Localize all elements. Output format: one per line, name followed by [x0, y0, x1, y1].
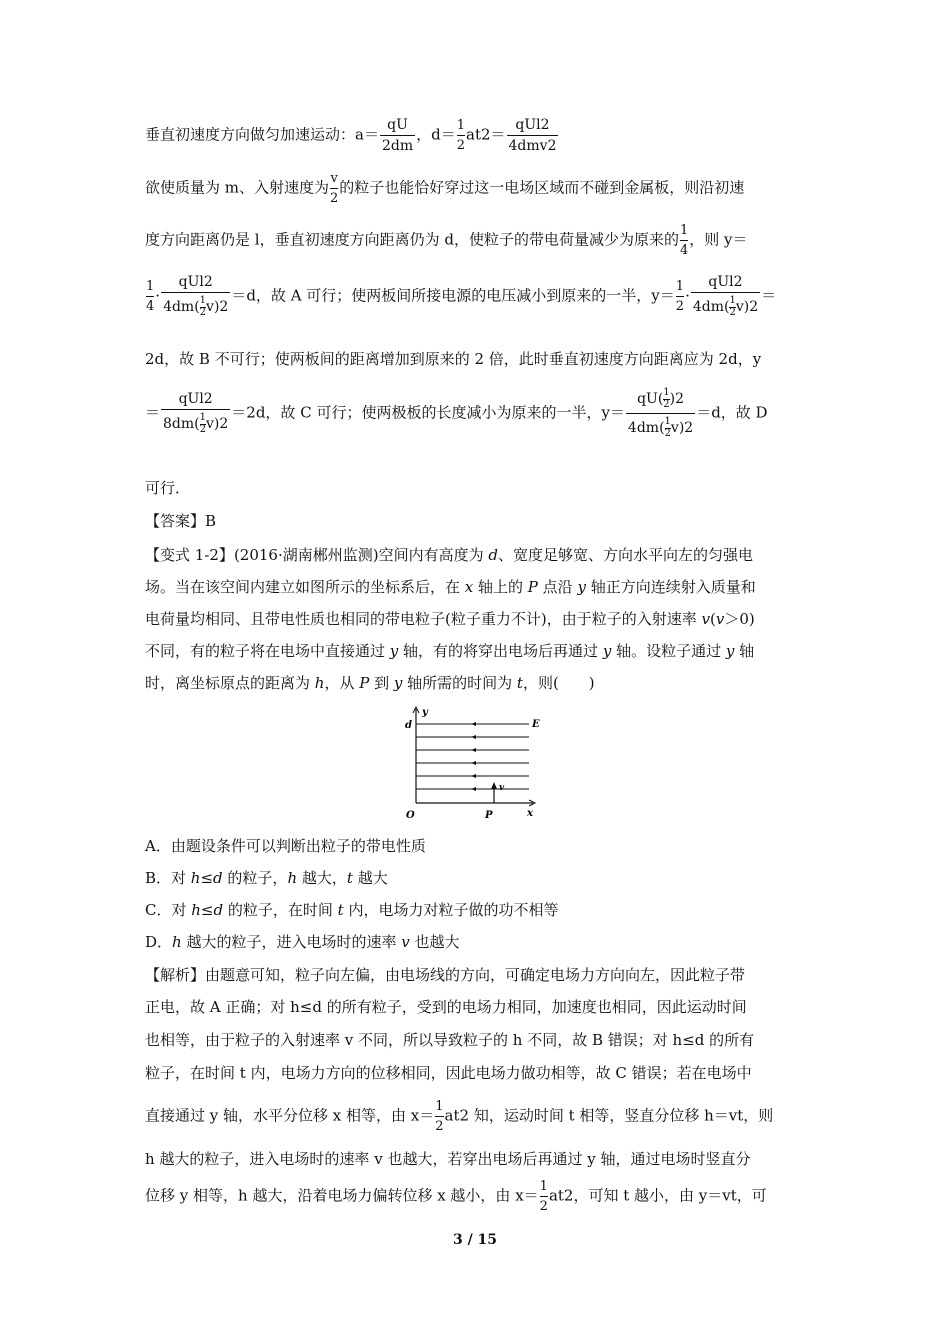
text: ，d＝: [416, 125, 456, 144]
variant-line-2: 场。当在该空间内建立如图所示的坐标系后，在 x 轴上的 P 点沿 y 轴正方向连续射入质量和: [145, 578, 756, 596]
line-3: [145, 224, 747, 257]
text: 可行．: [145, 479, 191, 497]
label-O: O: [406, 810, 415, 821]
text: 垂直初速度方向做匀加速运动：a＝: [145, 125, 379, 144]
solution-line-2: 正电，故 A 正确；对 h≤d 的所有粒子，受到的电场力相同，加速度也相同，因此运动时间: [145, 998, 747, 1016]
electric-field-figure: [395, 705, 545, 825]
variant-line-3: 电荷量均相同、且带电性质也相同的带电粒子(粒子重力不计)，由于粒子的入射速率 v(v＞0): [145, 610, 755, 628]
text: 度方向距离仍是 l，垂直初速度方向距离仍为 d，使粒子的带电荷量减少为原来的: [145, 230, 679, 249]
option-b: B．对 h≤d 的粒子，h 越大，t 越大: [145, 869, 388, 887]
fraction: $\frac{1}{2}$: [675, 279, 685, 314]
line-5: [145, 352, 761, 367]
label-E: E: [532, 719, 540, 730]
text: ，则 y＝: [689, 230, 748, 249]
text: at2＝: [466, 125, 506, 144]
line-4: $\frac{1}{4}$ · qUl2 4dm( $\frac{1}{2}$ v)2 ＝d，故 A 可行；使两板间所接电源的电压减小到原来的一半，y＝ $\frac{1}{2}$ · qUl2 4dm( $\frac{1}{2}$ v)2 ＝: [146, 274, 777, 318]
label-P: P: [485, 810, 493, 821]
fraction: $\frac{1}{2}$: [539, 1179, 548, 1214]
solution-line-7: 位移 y 相等，h 越大，沿着电场力偏转位移 x 越小，由 x＝ $\frac{1}{2}$ at2，可知 t 越小，由 y＝vt，可: [145, 1179, 767, 1214]
line-7: [145, 481, 190, 496]
text: 2d，故 B 不可行；使两板间的距离增加到原来的 2 倍，此时垂直初速度方向距离应为 2d，y: [145, 350, 762, 368]
text: ＝: [145, 403, 161, 422]
variant-line-4: 不同，有的粒子将在电场中直接通过 y 轴，有的将穿出电场后再通过 y 轴。设粒子通过 y 轴: [145, 642, 755, 660]
text: ＝d，故 A 可行；使两板间所接电源的电压减小到原来的一半，y＝: [231, 286, 675, 305]
fraction: $\frac{qU}{2dm}$: [381, 117, 414, 154]
variant-line-1: 【变式 1-2】(2016·湖南郴州监测)空间内有高度为 d、宽度足够宽、方向水平向左的匀强电: [145, 546, 753, 564]
fraction: qUl2 4dm( $\frac{1}{2}$ v)2: [163, 274, 229, 318]
fraction: $\frac{\text{qUl2}}{\text{4dmv2}}$: [508, 117, 557, 154]
label-d: d: [405, 720, 412, 731]
velocity-arrow-icon: [491, 782, 497, 789]
text: 的粒子也能恰好穿过这一电场区域而不碰到金属板，则沿初速: [339, 178, 745, 197]
text: ＝: [761, 286, 777, 305]
variant-tag: 【变式 1-2】: [145, 546, 234, 564]
variant-line-5: 时，离坐标原点的距离为 h，从 P 到 y 轴所需的时间为 t，则( ): [145, 674, 595, 692]
solution-line-6: h 越大的粒子，进入电场时的速率 v 也越大，若穿出电场后再通过 y 轴，通过电场时竖直分: [145, 1150, 751, 1168]
text: ＝2d，故 C 可行；使两极板的长度减小为原来的一半，y＝: [231, 403, 625, 422]
page-number: 3 / 15: [452, 1232, 498, 1248]
label-v: v: [499, 783, 505, 793]
fraction: $\frac{1}{4}$: [146, 279, 155, 314]
solution-line-1: 【解析】由题意可知，粒子向左偏，由电场线的方向，可确定电场力方向向左，因此粒子带: [145, 966, 746, 984]
line-1: [145, 118, 559, 153]
solution-tag: 【解析】: [145, 966, 206, 984]
label-y: y: [422, 707, 428, 718]
fraction: qUl2 8dm( $\frac{1}{2}$ v)2: [163, 391, 229, 435]
solution-line-4: 粒子，在时间 t 内，电场力方向的位移相同，因此电场力做功相等，故 C 错误；若在电场中: [145, 1064, 752, 1082]
answer-value: B: [205, 512, 217, 530]
fraction: $\frac{v}{2}$: [330, 171, 339, 206]
answer-tag: 【答案】: [145, 512, 206, 530]
solution-line-5: 直接通过 y 轴，水平分位移 x 相等，由 x＝ $\frac{1}{2}$ at2 知，运动时间 t 相等，竖直分位移 h＝vt，则: [145, 1099, 774, 1134]
fraction: $\frac{1}{4}$: [679, 223, 689, 258]
label-x: x: [527, 808, 533, 819]
field-lines: [416, 724, 529, 789]
fraction: $\frac{1}{2}$: [456, 118, 465, 153]
line-6: [145, 388, 768, 439]
fraction: $\frac{1}{2}$: [435, 1099, 444, 1134]
option-a: A．由题设条件可以判断出粒子的带电性质: [145, 837, 426, 855]
answer-line: [145, 514, 216, 529]
field-arrow-icons: [471, 722, 476, 791]
fraction: qUl2 4dm( $\frac{1}{2}$ v)2: [692, 274, 759, 318]
option-c: C．对 h≤d 的粒子，在时间 t 内，电场力对粒子做的功不相等: [145, 901, 559, 919]
option-d: D．h 越大的粒子，进入电场时的速率 v 也越大: [145, 933, 460, 951]
text: ＝d，故 D: [696, 403, 768, 422]
text: 欲使质量为 m、入射速度为: [145, 178, 329, 197]
fraction: qU( $\frac{1}{2}$ )2 4dm( $\frac{1}{2}$ v)2: [627, 387, 694, 439]
line-2: [145, 172, 744, 205]
solution-line-3: 也相等，由于粒子的入射速率 v 不同，所以导致粒子的 h 不同，故 B 错误；对 h≤d 的所有: [145, 1031, 755, 1049]
